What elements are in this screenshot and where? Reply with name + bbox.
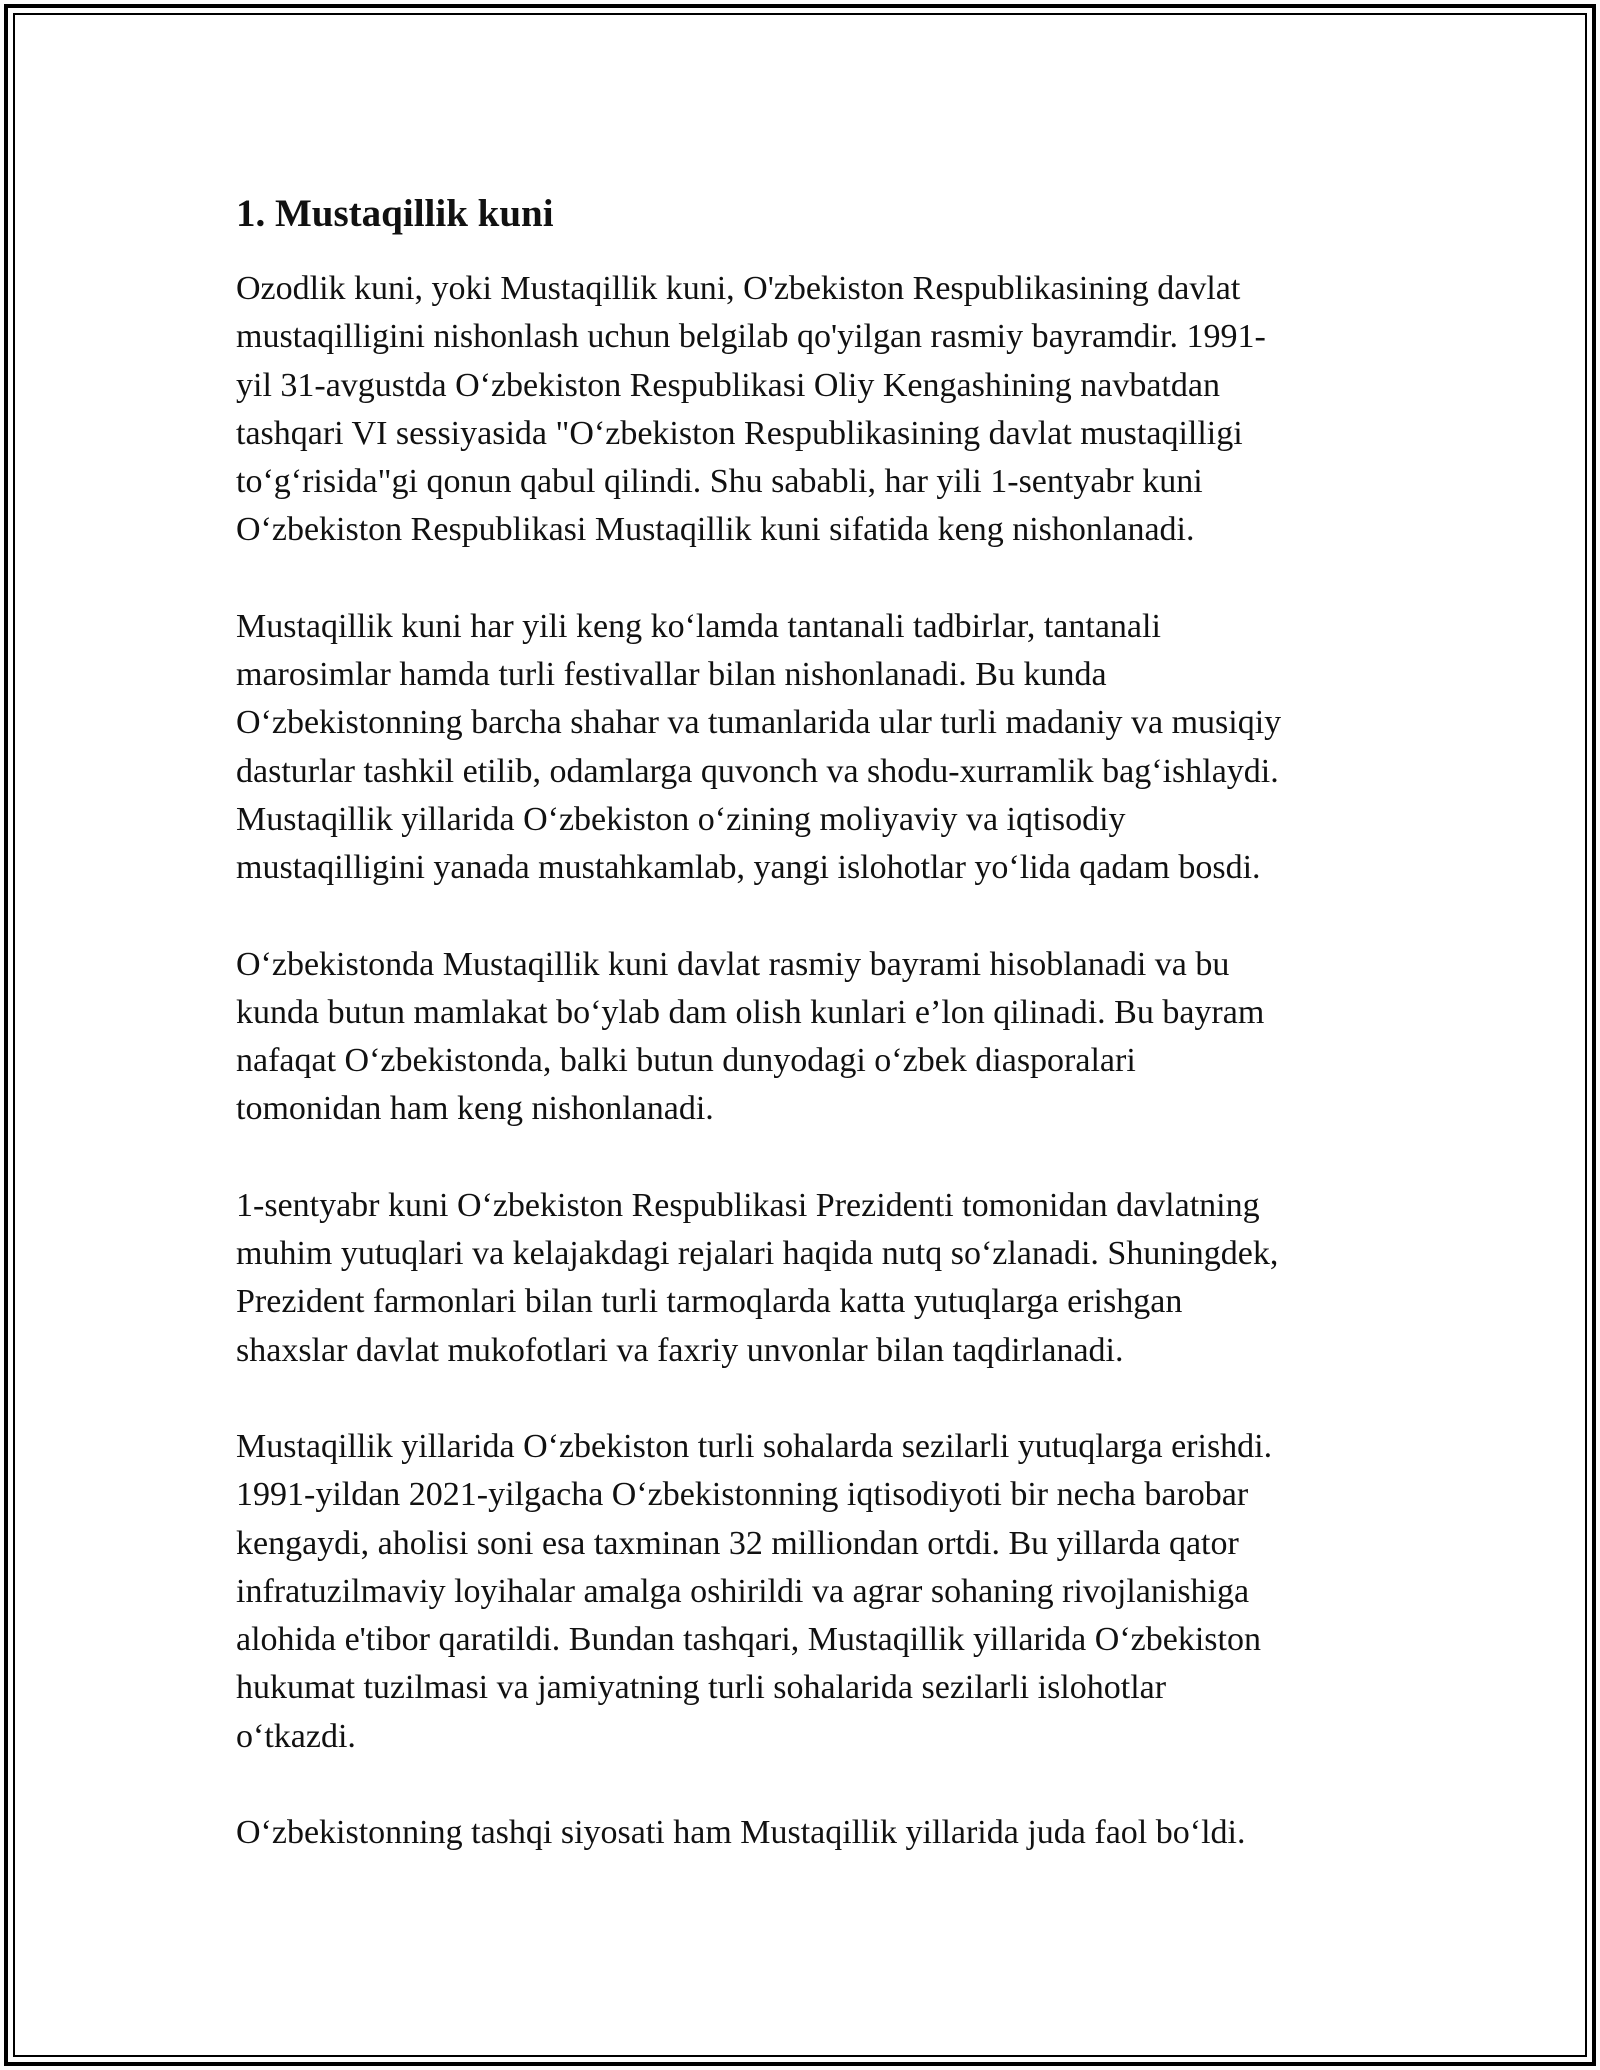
paragraph-4: 1-sentyabr kuni O‘zbekiston Respublikasi Prezidenti tomonidan davlatning muhim yutuqlari va kelajakdagi rejalari haqida nutq so‘zlanadi. Shuningdek, Prezident farmonlari bilan turli tarmoqlarda katta yutuqlarga erishgan shaxslar davlat mukofotlari va faxriy unvonlar bilan taqdirlanadi. (236, 1186, 1279, 1369)
paragraph-3: O‘zbekistonda Mustaqillik kuni davlat rasmiy bayrami hisoblanadi va bu kunda butun mamlakat bo‘ylab dam olish kunlari e’lon qilinadi. Bu bayram nafaqat O‘zbekistonda, balki butun dunyodagi o‘zbek diasporalari tomonidan ham keng nishonlanadi. (236, 945, 1265, 1128)
document-body (236, 186, 1396, 1905)
paragraph-1: Ozodlik kuni, yoki Mustaqillik kuni, O'zbekiston Respublikasining davlat mustaqilligini nishonlash uchun belgilab qo'yilgan rasmiy bayramdir. 1991- yil 31-avgustda O‘zbekiston Respublikasi Oliy Kengashining navbatdan tashqari VI sessiyasida "O‘zbekiston Respublikasining davlat mustaqilligi to‘g‘risida"gi qonun qabul qilindi. Shu sababli, har yili 1-sentyabr kuni O‘zbekiston Respublikasi Mustaqillik kuni sifatida keng nishonlanadi. (236, 270, 1266, 549)
paragraph-5: Mustaqillik yillarida O‘zbekiston turli sohalarda sezilarli yutuqlarga erishdi. 1991-yildan 2021-yilgacha O‘zbekistonning iqtisodiyoti bir necha barobar kengaydi, aholisi soni esa taxminan 32 milliondan ortdi. Bu yillarda qator infratuzilmaviy loyihalar amalga oshirildi va agrar sohaning rivojlanishiga alohida e'tibor qaratildi. Bundan tashqari, Mustaqillik yillarida O‘zbekiston hukumat tuzilmasi va jamiyatning turli sohalarida sezilarli islohotlar o‘tkazdi. (236, 1427, 1273, 1755)
paragraph-2: Mustaqillik kuni har yili keng ko‘lamda tantanali tadbirlar, tantanali marosimlar hamda turli festivallar bilan nishonlanadi. Bu kunda O‘zbekistonning barcha shahar va tumanlarida ular turli madaniy va musiqiy dasturlar tashkil etilib, odamlarga quvonch va shodu-xurramlik bag‘ishlaydi. Mustaqillik yillarida O‘zbekiston o‘zining moliyaviy va iqtisodiy mustaqilligini yanada mustahkamlab, yangi islohotlar yo‘lida qadam bosdi. (236, 607, 1282, 887)
section-heading: 1. Mustaqillik kuni (236, 192, 554, 235)
paragraph-6: O‘zbekistonning tashqi siyosati ham Mustaqillik yillarida juda faol bo‘ldi. (236, 1814, 1246, 1852)
